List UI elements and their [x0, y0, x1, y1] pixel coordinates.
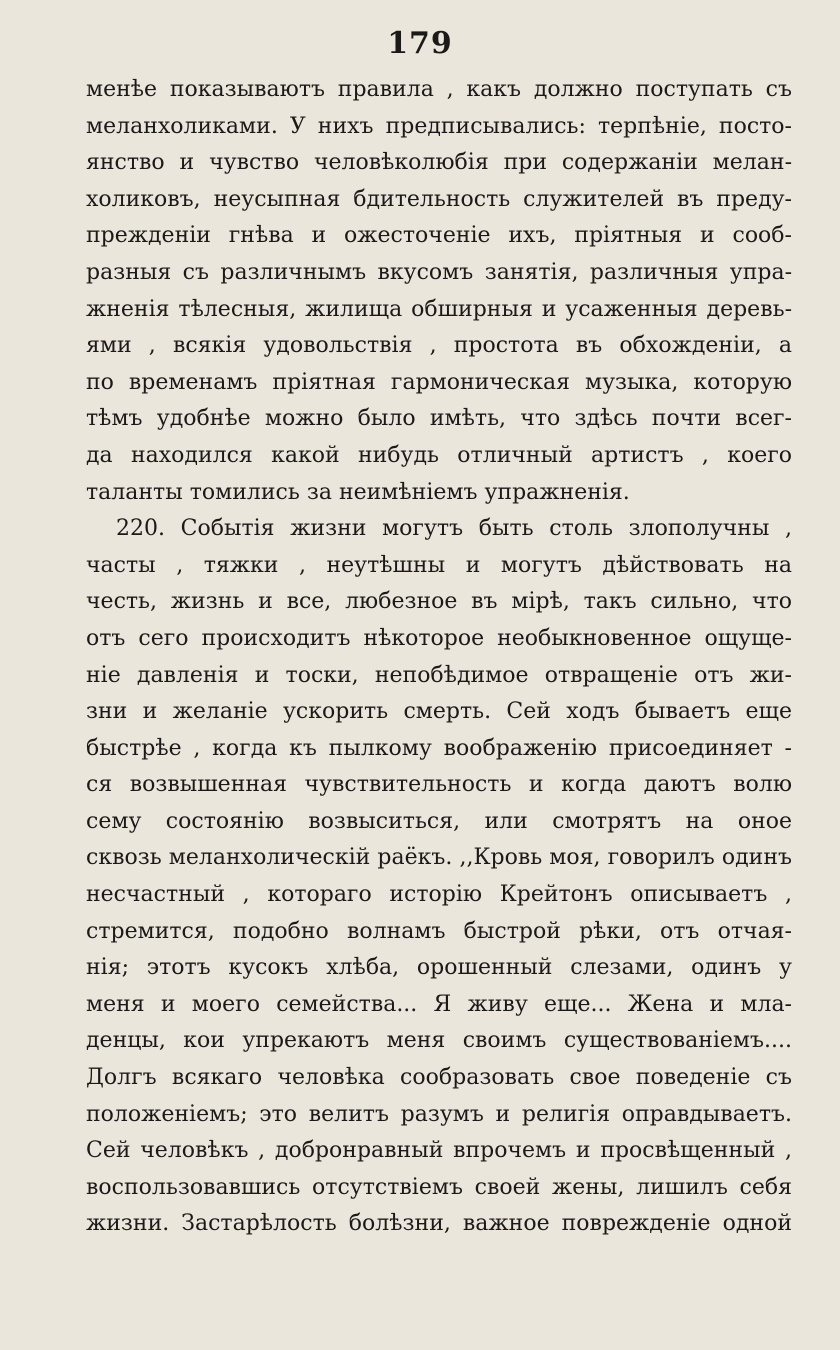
- text-line: 220. Событія жизни могутъ быть столь злополучны ,: [116, 516, 792, 542]
- text-line: зни и желаніе ускорить смерть. Сей ходъ бываетъ еще: [86, 699, 792, 725]
- text-line: да находился какой нибудь отличный артистъ , коего: [86, 442, 792, 468]
- text-line: янство и чувство человѣколюбія при содержаніи мелан-: [86, 150, 792, 176]
- text-line: холиковъ, неусыпная бдительность служителей въ преду-: [86, 186, 792, 212]
- text-line: несчастный , котораго исторію Крейтонъ описываетъ ,: [86, 882, 792, 908]
- text-line: положеніемъ; это велитъ разумъ и религія оправдываетъ.: [86, 1101, 792, 1127]
- text-line: сквозь меланхолическій раёкъ. ,,Кровь моя, говорилъ одинъ: [86, 845, 792, 871]
- text-line: часты , тяжки , неутѣшны и могутъ дѣйствовать на: [86, 552, 792, 578]
- text-line: менѣе показываютъ правила , какъ должно поступать съ: [86, 77, 792, 102]
- text-line: честь, жизнь и все, любезное въ мірѣ, такъ сильно, что: [86, 589, 792, 615]
- text-line: ніе давленія и тоски, непобѣдимое отвращеніе отъ жи-: [86, 662, 792, 688]
- text-line: таланты томились за неимѣніемъ упражненія.: [86, 479, 630, 505]
- text-line: стремится, подобно волнамъ быстрой рѣки, отъ отчая-: [86, 918, 792, 944]
- text-line: тѣмъ удобнѣе можно было имѣть, что здѣсь почти всег-: [86, 406, 792, 432]
- text-line: ями , всякія удовольствія , простота въ обхожденіи, а: [86, 333, 792, 359]
- text-line: по временамъ пріятная гармоническая музыка, которую: [86, 369, 792, 395]
- text-line: меня и моего семейства... Я живу еще... Жена и мла-: [86, 991, 792, 1017]
- text-line: жненія тѣлесныя, жилища обширныя и усаженныя деревь-: [86, 296, 792, 322]
- text-line: воспользовавшись отсутствіемъ своей жены, лишилъ себя: [86, 1174, 792, 1200]
- text-line: отъ сего происходитъ нѣкоторое необыкновенное ощуще-: [86, 625, 792, 651]
- page-text: [86, 72, 792, 1243]
- text-line: Сей человѣкъ , добронравный впрочемъ и просвѣщенный ,: [86, 1138, 792, 1164]
- page-number: 179: [387, 26, 453, 61]
- text-line: ся возвышенная чувствительность и когда даютъ волю: [86, 772, 792, 798]
- text-line: сему состоянію возвыситься, или смотрятъ на оное: [86, 808, 792, 834]
- text-line: нія; этотъ кусокъ хлѣба, орошенный слезами, одинъ у: [86, 955, 792, 981]
- text-line: Долгъ всякаго человѣка сообразовать свое поведеніе съ: [86, 1065, 792, 1091]
- text-line: жизни. Застарѣлость болѣзни, важное поврежденіе одной: [86, 1211, 792, 1237]
- text-line: меланхоликами. У нихъ предписывались: терпѣніе, посто-: [86, 113, 792, 139]
- text-line: быстрѣе , когда къ пылкому воображенію присоединяет -: [86, 735, 792, 761]
- text-line: денцы, кои упрекаютъ меня своимъ существованіемъ....: [86, 1028, 792, 1054]
- text-line: прежденіи гнѣва и ожесточеніе ихъ, пріятныя и сооб-: [86, 223, 792, 249]
- text-line: разныя съ различнымъ вкусомъ занятія, различныя упра-: [86, 259, 792, 285]
